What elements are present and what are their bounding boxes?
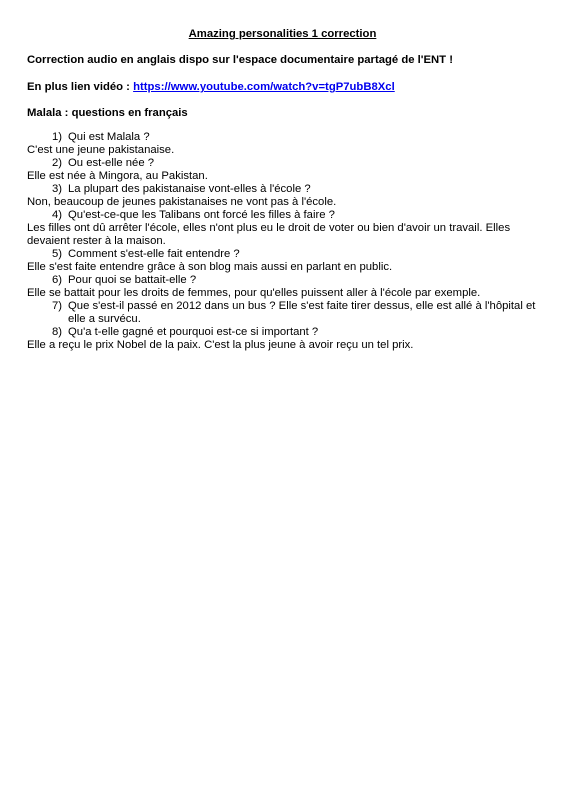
- question-number: 8): [51, 326, 62, 338]
- question-item-1: [42, 131, 541, 144]
- question-text: Qu'a t-elle gagné et pourquoi est-ce si important ?: [68, 326, 319, 338]
- question-item-6: [42, 274, 541, 287]
- question-answer-list: [27, 131, 541, 352]
- document-title: Amazing personalities 1 correction: [188, 28, 377, 40]
- question-item-7: [42, 300, 541, 326]
- question-item-3: [42, 183, 541, 196]
- question-item-8: [42, 326, 541, 339]
- question-number: 1): [51, 131, 62, 143]
- answer-text: Elle s'est faite entendre grâce à son blog mais aussi en parlant en public.: [27, 261, 393, 273]
- question-text: Qui est Malala ?: [68, 131, 150, 143]
- section-title: Malala : questions en français: [27, 107, 188, 119]
- question-item-5: [42, 248, 541, 261]
- question-text: Pour quoi se battait-elle ?: [68, 274, 197, 286]
- answer-text: Elle est née à Mingora, au Pakistan.: [27, 170, 208, 182]
- question-number: 3): [51, 183, 62, 195]
- question-number: 6): [51, 274, 62, 286]
- answer-text: Les filles ont dû arrêter l'école, elles n'ont plus eu le droit de voter ou bien d'avoir un travail. Elles devaient rester à la maison.: [27, 222, 511, 247]
- question-text: Ou est-elle née ?: [68, 157, 155, 169]
- question-number: 7): [51, 300, 62, 312]
- audio-note: Correction audio en anglais dispo sur l'espace documentaire partagé de l'ENT !: [27, 54, 453, 66]
- question-number: 2): [51, 157, 62, 169]
- question-text: Que s'est-il passé en 2012 dans un bus ? Elle s'est faite tirer dessus, elle est allé à l'hôpital et elle a survécu.: [68, 300, 536, 325]
- answer-text: C'est une jeune pakistanaise.: [27, 144, 175, 156]
- answer-text: Non, beaucoup de jeunes pakistanaises ne vont pas à l'école.: [27, 196, 337, 208]
- question-text: La plupart des pakistanaise vont-elles à l'école ?: [68, 183, 311, 195]
- question-text: Comment s'est-elle fait entendre ?: [68, 248, 240, 260]
- answer-text: Elle se battait pour les droits de femmes, pour qu'elles puissent aller à l'école par exemple.: [27, 287, 481, 299]
- question-item-2: [42, 157, 541, 170]
- answer-text: Elle a reçu le prix Nobel de la paix. C'est la plus jeune à avoir reçu un tel prix.: [27, 339, 414, 351]
- video-line: [27, 80, 395, 94]
- video-label: En plus lien vidéo :: [27, 81, 134, 93]
- question-number: 5): [51, 248, 62, 260]
- video-link[interactable]: https://www.youtube.com/watch?v=tgP7ubB8Xcl: [133, 81, 395, 93]
- question-number: 4): [51, 209, 62, 221]
- question-item-4: [42, 209, 541, 222]
- question-text: Qu'est-ce-que les Talibans ont forcé les filles à faire ?: [68, 209, 335, 221]
